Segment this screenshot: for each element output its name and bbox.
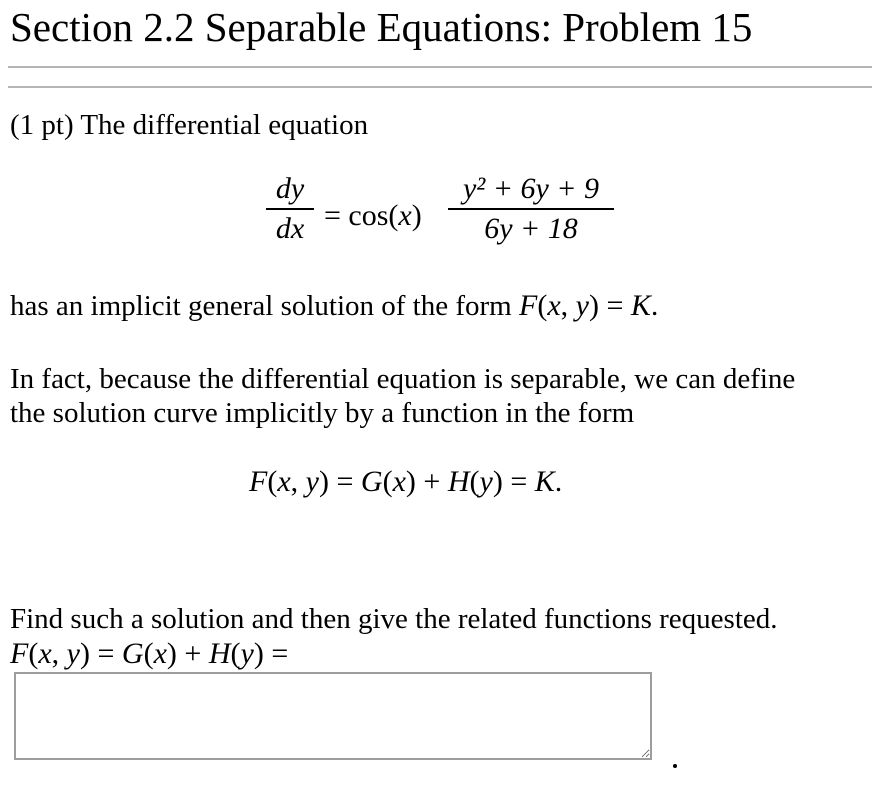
- comma: ,: [290, 465, 306, 498]
- equals-sign: =: [328, 465, 361, 498]
- close-paren: ): [318, 465, 329, 498]
- variable-y: y: [479, 465, 493, 498]
- variable-x: x: [38, 637, 52, 670]
- open-paren: (: [267, 465, 278, 498]
- open-paren: (: [28, 637, 39, 670]
- function-g: G: [121, 637, 144, 670]
- constant-k: K: [630, 289, 651, 322]
- period: .: [650, 289, 659, 322]
- implicit-solution-sentence: [10, 288, 658, 324]
- function-f: F: [249, 465, 268, 498]
- polynomial-fraction-bar: [448, 208, 614, 210]
- answer-label-equation: [10, 636, 288, 672]
- close-paren: ): [79, 637, 90, 670]
- cos-close-paren: ): [411, 199, 422, 232]
- answer-textarea[interactable]: [14, 672, 652, 760]
- equals-sign: =: [263, 637, 289, 670]
- equals-sign: =: [502, 465, 535, 498]
- dy-dx-bar: [266, 208, 314, 210]
- polynomial-fraction: [448, 172, 614, 246]
- implicit-form-math: [519, 289, 658, 322]
- function-f: F: [519, 289, 538, 322]
- variable-y: y: [240, 637, 254, 670]
- comma: ,: [51, 637, 67, 670]
- cos-function: cos: [348, 199, 389, 232]
- equals-sign: =: [598, 289, 631, 322]
- page-title: Section 2.2 Separable Equations: Problem 15: [10, 4, 753, 50]
- separable-explanation-line-1: In fact, because the differential equation is separable, we can define: [10, 363, 796, 395]
- differential-equation: [254, 172, 634, 264]
- polynomial-denominator: 6y + 18: [484, 212, 578, 245]
- function-h: H: [447, 465, 470, 498]
- polynomial-numerator: y² + 6y + 9: [462, 172, 600, 205]
- open-paren: (: [537, 289, 548, 322]
- function-h: H: [208, 637, 231, 670]
- plus-sign: +: [415, 465, 448, 498]
- dy-numerator: dy: [275, 172, 305, 205]
- equation-middle: [324, 198, 422, 234]
- close-paren: ): [588, 289, 599, 322]
- close-paren: ): [492, 465, 503, 498]
- close-paren: ): [166, 637, 177, 670]
- open-paren: (: [143, 637, 154, 670]
- open-paren: (: [230, 637, 241, 670]
- title-divider-bottom: [8, 86, 872, 88]
- open-paren: (: [469, 465, 480, 498]
- variable-x: x: [153, 637, 167, 670]
- cos-open-paren: (: [388, 199, 399, 232]
- plus-sign: +: [176, 637, 209, 670]
- variable-y: y: [66, 637, 80, 670]
- open-paren: (: [382, 465, 393, 498]
- equals-sign: =: [89, 637, 122, 670]
- cos-variable-x: x: [398, 199, 412, 232]
- variable-x: x: [392, 465, 406, 498]
- implicit-solution-text: has an implicit general solution of the form: [10, 290, 519, 322]
- dx-denominator: dx: [275, 212, 305, 245]
- comma: ,: [560, 289, 576, 322]
- variable-x: x: [277, 465, 291, 498]
- variable-x: x: [547, 289, 561, 322]
- variable-y: y: [305, 465, 319, 498]
- constant-k: K: [534, 465, 555, 498]
- function-g: G: [360, 465, 383, 498]
- variable-y: y: [575, 289, 589, 322]
- separable-form-equation: [249, 464, 562, 500]
- dy-dx-fraction: [266, 172, 314, 246]
- find-solution-instruction: Find such a solution and then give the related functions requested.: [10, 603, 778, 635]
- title-divider-top: [8, 66, 872, 68]
- close-paren: ): [405, 465, 416, 498]
- function-f: F: [10, 637, 29, 670]
- equals-sign: =: [324, 199, 341, 232]
- separable-explanation-line-2: the solution curve implicitly by a function in the form: [10, 397, 635, 429]
- close-paren: ): [253, 637, 264, 670]
- period: .: [554, 465, 563, 498]
- problem-intro-text: (1 pt) The differential equation: [10, 109, 369, 141]
- trailing-period: [673, 764, 677, 768]
